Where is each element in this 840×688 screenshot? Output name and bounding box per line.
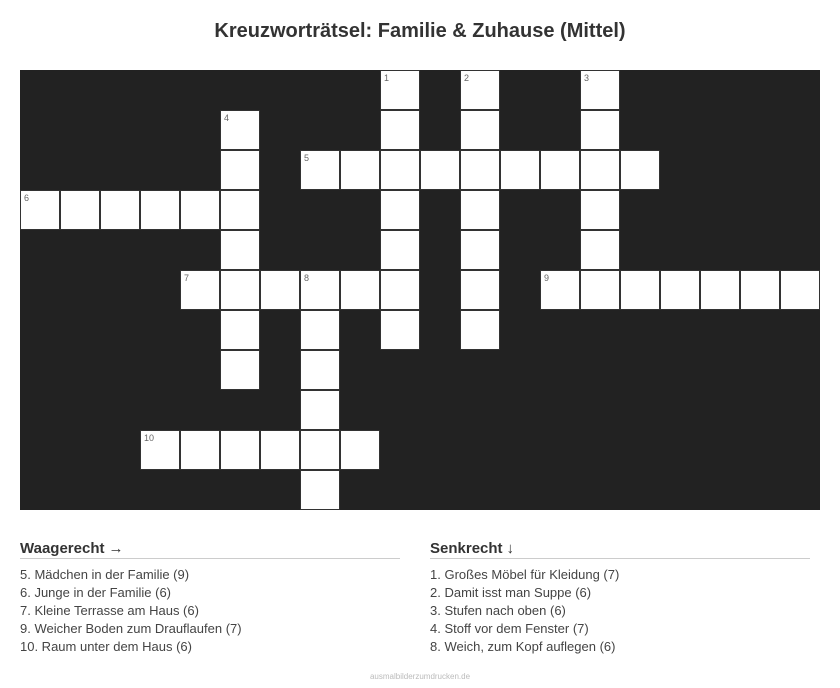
crossword-cell[interactable] — [140, 430, 180, 470]
crossword-cell[interactable] — [380, 70, 420, 110]
footer-watermark: ausmalbilderzumdrucken.de — [369, 672, 471, 681]
crossword-cell[interactable] — [340, 270, 380, 310]
crossword-cell[interactable] — [380, 230, 420, 270]
crossword-cell[interactable] — [180, 190, 220, 230]
crossword-cell[interactable] — [420, 150, 460, 190]
clue-number: 1 — [384, 73, 390, 83]
crossword-cell[interactable] — [300, 430, 340, 470]
clue-number: 2 — [464, 73, 470, 83]
down-clue: 2. Damit isst man Suppe (6) — [430, 585, 592, 600]
across-clues-section — [20, 540, 400, 656]
clue-number: 5 — [304, 153, 310, 163]
arrow-right-icon: → — [108, 540, 124, 557]
crossword-cell[interactable] — [580, 110, 620, 150]
crossword-cell[interactable] — [300, 470, 340, 510]
crossword-cell[interactable] — [460, 150, 500, 190]
crossword-cell[interactable] — [300, 150, 340, 190]
across-heading — [20, 540, 400, 559]
crossword-cell[interactable] — [20, 190, 60, 230]
crossword-cell[interactable] — [620, 150, 660, 190]
crossword-cell[interactable] — [500, 150, 540, 190]
crossword-cell[interactable] — [260, 270, 300, 310]
arrow-down-icon: ↓ — [506, 540, 515, 557]
across-clue: 6. Junge in der Familie (6) — [20, 585, 172, 600]
crossword-cell[interactable] — [460, 270, 500, 310]
crossword-cell[interactable] — [220, 310, 260, 350]
crossword-cell[interactable] — [300, 350, 340, 390]
across-clue: 5. Mädchen in der Familie (9) — [20, 567, 190, 582]
crossword-cell[interactable] — [140, 190, 180, 230]
clue-number: 4 — [224, 113, 230, 123]
crossword-cell[interactable] — [580, 270, 620, 310]
across-clue: 7. Kleine Terrasse am Haus (6) — [20, 603, 199, 618]
crossword-cell[interactable] — [540, 270, 580, 310]
crossword-cell[interactable] — [660, 270, 700, 310]
crossword-cell[interactable] — [180, 270, 220, 310]
down-clue: 1. Großes Möbel für Kleidung (7) — [430, 567, 620, 582]
crossword-cell[interactable] — [580, 150, 620, 190]
crossword-cell[interactable] — [380, 310, 420, 350]
crossword-cell[interactable] — [460, 310, 500, 350]
crossword-cell[interactable] — [220, 190, 260, 230]
clue-number: 6 — [24, 193, 30, 203]
clue-number: 7 — [184, 273, 190, 283]
crossword-cell[interactable] — [300, 270, 340, 310]
crossword-cell[interactable] — [380, 270, 420, 310]
crossword-cell[interactable] — [580, 230, 620, 270]
crossword-cell[interactable] — [380, 190, 420, 230]
crossword-cell[interactable] — [460, 230, 500, 270]
crossword-cell[interactable] — [300, 310, 340, 350]
down-clue: 4. Stoff vor dem Fenster (7) — [430, 621, 589, 636]
crossword-cell[interactable] — [700, 270, 740, 310]
crossword-cell[interactable] — [60, 190, 100, 230]
crossword-cell[interactable] — [460, 190, 500, 230]
crossword-cell[interactable] — [220, 430, 260, 470]
crossword-cell[interactable] — [180, 430, 220, 470]
crossword-cell[interactable] — [580, 70, 620, 110]
crossword-cell[interactable] — [260, 430, 300, 470]
crossword-cell[interactable] — [340, 150, 380, 190]
clue-number: 8 — [304, 273, 310, 283]
crossword-cell[interactable] — [220, 230, 260, 270]
clue-number: 10 — [144, 433, 155, 443]
down-clue: 8. Weich, zum Kopf auflegen (6) — [430, 639, 616, 654]
down-heading — [430, 540, 810, 559]
crossword-cell[interactable] — [740, 270, 780, 310]
crossword-cell[interactable] — [380, 150, 420, 190]
down-clue: 3. Stufen nach oben (6) — [430, 603, 566, 618]
across-clue: 9. Weicher Boden zum Drauflaufen (7) — [20, 621, 242, 636]
across-heading-label: Waagerecht — [20, 540, 105, 557]
crossword-cell[interactable] — [780, 270, 820, 310]
crossword-cell[interactable] — [220, 350, 260, 390]
crossword-cell[interactable] — [620, 270, 660, 310]
crossword-cell[interactable] — [540, 150, 580, 190]
crossword-cell[interactable] — [220, 270, 260, 310]
down-clues-section — [430, 540, 810, 656]
crossword-cell[interactable] — [100, 190, 140, 230]
clue-number: 9 — [544, 273, 550, 283]
page-title: Kreuzworträtsel: Familie & Zuhause (Mittel) — [214, 20, 626, 42]
crossword-cell[interactable] — [380, 110, 420, 150]
clue-number: 3 — [584, 73, 590, 83]
across-clue: 10. Raum unter dem Haus (6) — [20, 639, 192, 654]
crossword-cell[interactable] — [580, 190, 620, 230]
down-heading-label: Senkrecht — [430, 540, 503, 557]
crossword-cell[interactable] — [220, 110, 260, 150]
crossword-cell[interactable] — [460, 110, 500, 150]
crossword-grid — [20, 70, 820, 510]
crossword-cell[interactable] — [340, 430, 380, 470]
crossword-cell[interactable] — [220, 150, 260, 190]
crossword-cell[interactable] — [300, 390, 340, 430]
crossword-cell[interactable] — [460, 70, 500, 110]
